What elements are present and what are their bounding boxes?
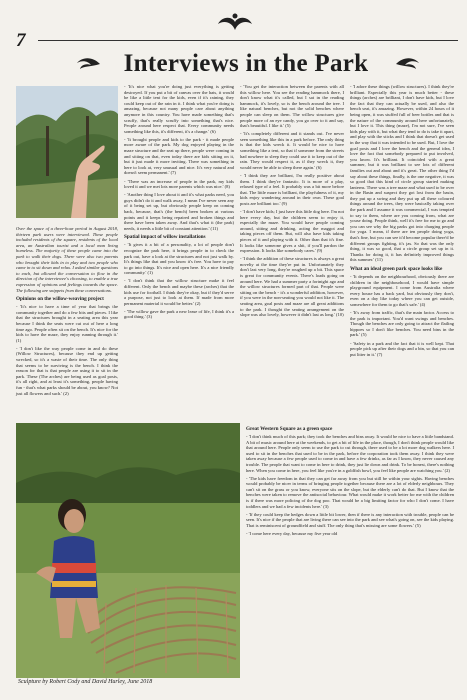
quote: - 'I don't like the way people come in and do these (Willow Structures), because they end up getting wrecked, so it's a waste of their time. The only thing that seems to be surviving is the bench. I think the reason for that is that people are using it to sit in the park. These (The arches) are being used as goal posts, it's all right, and at least it's something, people having fun - that's what parks should be about, you know? Not just all flowers and such.' (2): [16, 345, 118, 396]
article-title: Interviews in the Park: [123, 50, 369, 77]
title-ornament-right-icon: [394, 55, 422, 73]
quote: - 'I don't have kids; I just have this little dog here. I'm not here every day, but the children seem to enjoy it, especially the maze. You would have people coming around, sitting and drinking, acting the maggot and taking pieces off them. But, will also have kids taking pieces of it and playing with it. Other than that it's fine. It looks like someone gives a shit, if you'll pardon the expression. It looks like somebody cares.' (9): [240, 208, 344, 254]
quote: - 'It's away from traffic, that's the main factor. Access to the park is important. You'd want swings and benches. Though the benches are only going to attract the flailing hippoes so I don't like benches. You need bins in the park.' (5): [350, 310, 454, 338]
intro-text: Over the space of a three-hour period in August 2018, thirteen park users were interviewed. These people included residents of the square, residents of the local area, an Australian tourist and a local man living homeless. The majority of these people came into the park to walk their dogs. There were also two parents who brought their kids in to play and two people who came in to sit down and relax. I asked similar questions to each, but allowed the conversation to flow in the direction of the interviewee's choosing, to enable a true expression of opinions and feelings towards the space. The following are snippets from these conversations.: [16, 226, 118, 293]
quote: - 'It brought people and kids to the park - it made people more aware of the park. My dog enjoyed playing in the maze structure and the seat up there, people were coming in and sitting on that, even today there are kids sitting on it, but it just made it more inviting. There was something in here to look at, very unusual and nice. It's very natural and doesn't seem permanent.' (7): [124, 136, 234, 176]
section-heading: Opinions on the willow-weaving project: [16, 296, 104, 303]
quote: - 'I think they are brilliant, I'm really positive about them. I think they're fantastic. It is more of a play, relaxed type of a feel. It probably was a bit more before that. The little maze is brilliant, the playfulness of it, my kids enjoy wandering around in their own. These goal posts are brilliant too.' (9): [240, 172, 344, 206]
column-5: [246, 423, 454, 539]
section-heading: Spatial impact of willow installations: [124, 234, 206, 241]
column-4: [350, 84, 454, 360]
quote: - 'If they could keep the hedges down a little bit lower, then if there is any interaction with trouble, people can be seen. It's nice if the people that are living there can see into the park and see what's going on, see the kids playing. That is reminiscent of groundfield and stuff. The only thing that's missing are some flowers.' (5): [246, 511, 454, 528]
photo-park-trees: [16, 86, 118, 218]
hand-pointing-at-trees-icon: [16, 86, 118, 218]
quote: - 'Another thing I love about it and it's what parks need, you guys didn't do it and walk away, I mean I've never seen any of it being set up, but obviously people keep on coming back, because, that's (the bench) been broken at various points and it keeps being repaired and broken things and there have been taken away. And that's what it (the park) needs, it needs a little bit of constant attention.' (11): [124, 192, 234, 231]
photo-willow-sculpture: [16, 423, 240, 678]
quote: - 'Safety in a park and the fact that it is well kept. That people pick up after their dogs and a bin, so that you can put litter in it.' (7): [350, 340, 454, 357]
quote: - 'It's nice to have a time of year that brings the community together and do a few bits and pieces. I like that the structures brought in a seating area this year because I think the seats were cut out of here a long time ago. People often sit on the bench. It's nice for the kids to have the maze, they enjoy running through it.' (1): [16, 304, 118, 343]
quote: - 'There was an increase of people in the park, my kids loved it and we met lots more parents which was nice.' (8): [124, 178, 234, 190]
decorative-flourish-icon: [212, 10, 258, 32]
section-heading: Great Western Square as a green space: [246, 426, 333, 432]
quote: - 'The willow gave the park a new lease of life, I think it's a good thing.' (3): [124, 308, 234, 320]
quote: - 'I come here every day, because my five year old: [246, 531, 338, 536]
quote: - 'It's completely different and it stands out. I've never seen something like this in a park before. The only thing is that the kids wreck it. It would be nice to have something like a tent, so that if someone from the streets had nowhere to sleep they could use it to keep out of the rain. They would respect it, as if they wreck it, they would never be able to sleep there again.' (6): [240, 131, 344, 170]
quote: - 'I don't think much of this park; they took the benches and bins away. It would be nice to have a little bandstand. A bit of music around here at the weekends, to get a bit of life in the place, though, I don't think people would like that around here. People only seem to use the park to cut through, there used to be a lot more dog walkers here. I used to sit in the benches that used to be in the park, before the corporation took them away. I think they were taken away because a few people used to come in and have a few drinks, as far as I know, they never caused any trouble. The people that want to come in here to drink, they just lie down and drink. To be honest, there's nothing here. When you come in here, you feel like you're in a goldfish bowl, you feel like people are watching you.' (2): [246, 434, 454, 473]
quote: - 'I adore these things (willow structures). I think they're brilliant. Especially this year is much better - these things (arches) are brilliant, I don't have kids, but I love the fact that they can actually be used, and also the bench seat, it's amazing. However, within 24 hours of it being open, it was stuffed full of beer bottles and that is the nature of the community around here unfortunately, but I love it. This thing (maze), I'm not sure, I've seen kids play with it, but what they tend to do is take it apart, and play with the sticks and I think that doesn't get used in the way that it was intended to be used. But, I love the goal posts and I love the bench and the general idea, I love the fact that somebody prepared to put involved, you know. It's brilliant. It coincided with a great summer, but it was brilliant to see lots of different families out and about and it's great. The other thing I'd say about these things, finally, is the one negative, it was so good that this kind of circle group started making lanterns. There was a tree maze and what used to be over in the Basin and suspect they got lost from the basin, they put up a swing and they put up all these coloured things around the trees, they were basically taking over the park and I assume it was commercial, I was tempted to say to them, where are you coming from, what are youse doing. People think, well it's free for me to go and you can see why the big parks got into charging people for yoga. I mean, if there are ten people doing yoga, that's fine, but you can see it'd become popular there'd be different groups fighting, it's jas. So that was the only thing, it was so good, that a circle group set up in it. Thanks for doing it, it has definitely improved things this summer.' (11): [350, 84, 454, 263]
header-rule: [38, 40, 458, 41]
column-3: [240, 84, 344, 320]
quote: - 'It gives it a bit of a personality, a lot of people don't recognize the park here, it brings people in to check the park out, have a look at the structures and not just walk by. It's things like that and you know it's free. You have to pay to go into things. It's nice and open here. It's a nice friendly community.' (1): [124, 242, 234, 276]
section-heading: What an ideal green park space looks like: [350, 266, 443, 272]
child-on-willow-structure-icon: [16, 423, 240, 678]
quote: - 'I think the addition of these structures is always a great novelty at the time they're put in. Unfortunately they don't last very long, they're roughed up a bit. This space is great for community events. There's loads going on around here. We had a summer party a fortnight ago and the willow structures formed part of that. People were sitting on the bench - it's a wonderful addition, however, if you were in the non-seating you would not like it. The seating area, goal posts and maze are all great additions to the park. I thought the seating arrangement on the slope was also lovely, however it didn't last as long.' (10): [240, 256, 344, 318]
column-2: [124, 84, 234, 323]
column-1: [16, 226, 118, 399]
quote: - 'The kids have freedom in that they can get far away from you but still be within your sights. Having benches would probably be nicer in terms of bringing people together because there are a lot of elderly neighbours. They can't sit on the grass or you know, everyone sits on the slope, but the elderly can't do that. But I know that the benches were taken to remove the antisocial behaviour. What would make it work better for me with the children is if there was more policing of the dog poo. That would be a big limiting factor for who I don't come. I have toddlers and we had a few incidents here.' (3): [246, 475, 454, 509]
quote: - 'It depends on the neighbourhood, obviously there are children in the neighbourhood, I would have simple playground equipment. I come from Australia where every house has a back yard, but obviously they don't, even on a day like today where you can get outside, somewhere for them to go that's safe.' (4): [350, 274, 454, 307]
quote: - 'I don't think that the willow structure make it feel different. Only the bench and maybe these (arches) that the kids use for football. I think they're okay, but if they'd serve a purpose, not just to look at them. If made from more permanent material it would be better.' (2): [124, 278, 234, 306]
quote: - 'You get the interaction between the parents with all this willow here. You see the reading hammock there, I don't know what it's called, but I sat in the reading hammock, it's lovely, so is the bench around the tree. I like natural benches, but not the solid benches where people can sleep on them. The willow structures give people more of an eye candy, you go over to it and say, that's beautiful. I like it.' (5): [240, 84, 344, 129]
quote: - 'It's nice what you're doing just everything is getting destroyed. If you put a bit of canvas over the hats, it would be like a little tent for the kids, even if it's raining, they could keep out of the rain in it. I think what you're doing is amazing, because not many people care about anything anymore in this country. You have made something that's scruffy, that's really scruffy into something that's nice. People around here respect that. Every community needs something like this, it's different, it's a change.' (6): [124, 84, 234, 134]
photo-caption: Sculpture by Robert Cody and David Hurley, June 2018: [18, 679, 153, 685]
page-number: 7: [16, 30, 26, 51]
